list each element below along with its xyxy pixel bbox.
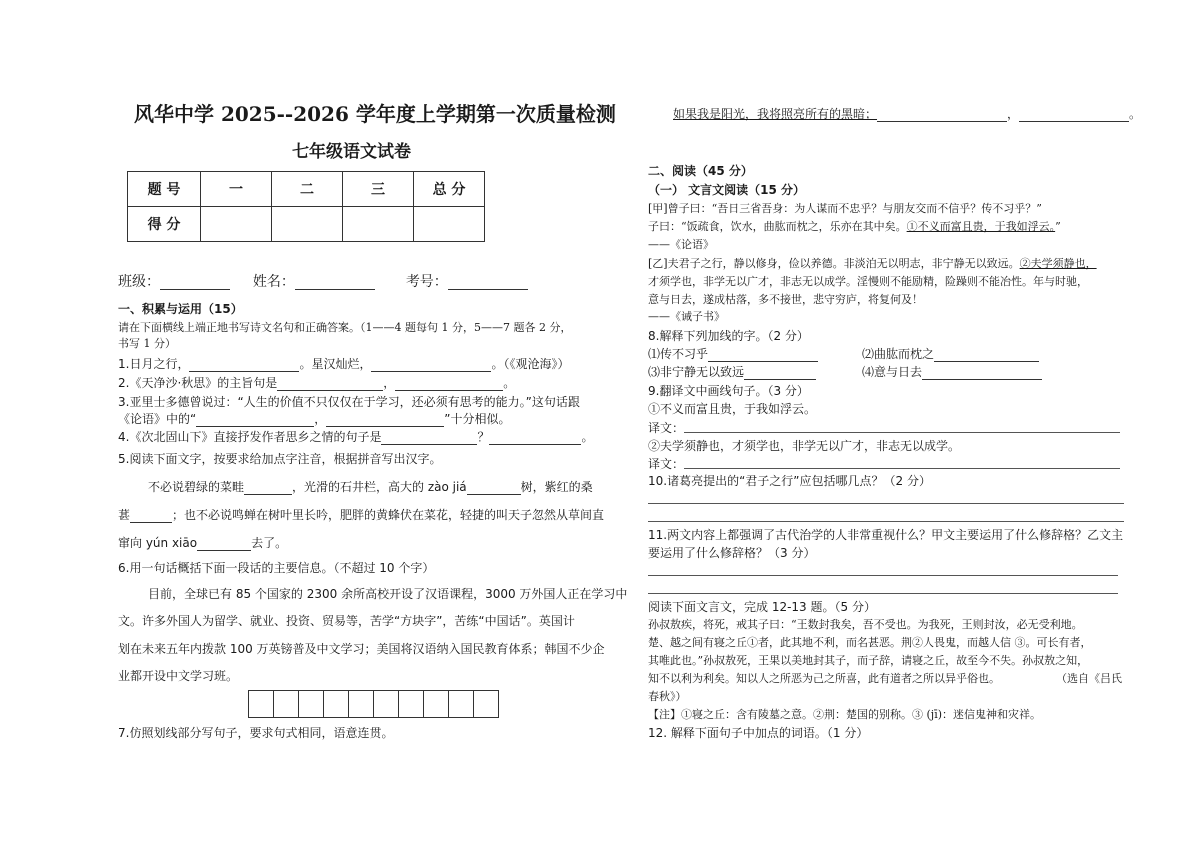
passage-c-line-3: 其唯此也。”孙叔敖死，王果以美地封其子，而子辞，请寝之丘，故至今不失。孙叔敖之知，: [648, 654, 1089, 667]
passage-yi-line-2: 才须学也，非学无以广才，非志无以成学。淫慢则不能励精，险躁则不能冶性。年与时驰，: [648, 275, 1088, 288]
question-10: 10.诸葛亮提出的“君子之行”应包括哪几点？（2 分）: [648, 474, 931, 488]
score-row-label: 得 分: [128, 207, 201, 242]
q11-answer-line-1[interactable]: [648, 575, 1118, 576]
q6-passage-line-2: 文。许多外国人为留学、就业、投资、贸易等，苦学“方块字”，苦练“中国话”。英国计: [118, 614, 575, 628]
question-2: 2.《天净沙·秋思》的主旨句是 ， 。: [118, 376, 516, 390]
score-header-3: 三: [343, 172, 414, 207]
exam-title: 风华中学 2025--2026 学年度上学期第一次质量检测: [134, 102, 616, 126]
q9-translation-2-line[interactable]: [684, 468, 1120, 469]
score-header-2: 二: [272, 172, 343, 207]
question-5: 5.阅读下面文字，按要求给加点字注音，根据拼音写出汉字。: [118, 452, 442, 466]
section1-instruction-2: 书写 1 分）: [118, 337, 176, 350]
passage-yi-source: ——《诫子书》: [648, 310, 725, 323]
question-4: 4.《次北固山下》直接抒发作者思乡之情的句子是 ？ 。: [118, 430, 594, 444]
passage-c-source: （选自《吕氏: [1056, 672, 1122, 685]
class-field[interactable]: [160, 276, 230, 290]
q10-answer-line-1[interactable]: [648, 503, 1124, 504]
student-info: [118, 274, 528, 290]
answer-blank[interactable]: [197, 537, 251, 551]
score-cell-3[interactable]: [343, 207, 414, 242]
q9-translation-2-label: 译文：: [648, 457, 685, 471]
q8-item-1: ⑴传不习乎: [648, 346, 818, 362]
score-cell-total[interactable]: [414, 207, 485, 242]
section1-heading: 一、积累与运用（15）: [118, 302, 243, 316]
answer-blank[interactable]: [489, 431, 581, 445]
question-6: 6.用一句话概括下面一段话的主要信息。（不超过 10 个字）: [118, 561, 435, 575]
passage-c-line-2: 楚、越之间有寝之丘①者，此其地不利，而名甚恶。荆②人畏鬼，而越人信 ③。可长有者，: [648, 636, 1092, 649]
passage-jia-line-2: 子曰：“饭疏食，饮水，曲肱而枕之，乐亦在其中矣。①不义而富且贵，于我如浮云。”: [648, 220, 1061, 233]
q6-passage-line-3: 划在未来五年内拨款 100 万英镑普及中文学习；美国将汉语纳入国民教育体系；韩国不少企: [118, 642, 605, 656]
score-header-total: 总 分: [414, 172, 485, 207]
question-1: 1.日月之行， 。星汉灿烂， 。（《观沧海》）: [118, 357, 570, 371]
score-cell-2[interactable]: [272, 207, 343, 242]
q7-example: 如果我是阳光，我将照亮所有的黑暗； ， 。: [673, 107, 1142, 121]
passage-c-source-cont: 春秋》）: [648, 690, 687, 703]
question-11-cont: 要运用了什么修辞格？（3 分）: [648, 546, 816, 560]
passage-yi-line-3: 意与日去，遂成枯落，多不接世，悲守穷庐，将复何及！: [648, 293, 923, 306]
number-label: 考号：: [405, 274, 448, 290]
answer-blank[interactable]: [130, 509, 172, 523]
answer-blank[interactable]: [934, 348, 1039, 362]
question-11: 11.两文内容上都强调了古代治学的人非常重视什么？甲文主要运用了什么修辞格？乙文主: [648, 528, 1124, 542]
q5-passage-line-2: 葚 ；也不必说鸣蝉在树叶里长吟，肥胖的黄蜂伏在菜花，轻捷的叫天子忽然从草间直: [118, 508, 605, 522]
name-label: 姓名：: [252, 274, 295, 290]
answer-blank[interactable]: [277, 377, 383, 391]
question-3-cont: 《论语》中的“ ， ”十分相似。: [118, 412, 511, 426]
passage-c-line-1: 孙叔敖疾，将死，戒其子曰：“王数封我矣，吾不受也。为我死，王则封汝，必无受利地。: [648, 618, 1083, 631]
reading-2-heading: 阅读下面文言文，完成 12-13 题。（5 分）: [648, 600, 876, 614]
q11-answer-line-2[interactable]: [648, 593, 1118, 594]
q6-passage-line-1: 目前，全球已有 85 个国家的 2300 余所高校开设了汉语课程，3000 万外国人正在学习中: [148, 587, 628, 601]
score-table: [127, 171, 485, 242]
exam-subtitle: 七年级语文试卷: [292, 142, 411, 162]
q9-item-2: ②夫学须静也，才须学也，非学无以广才，非志无以成学。: [648, 439, 961, 453]
passage-yi-line-1: [乙]夫君子之行，静以修身，俭以养德。非淡泊无以明志，非宁静无以致远。②夫学须静也，: [648, 257, 1097, 270]
score-header-label: 题 号: [128, 172, 201, 207]
passage-jia-line-1: [甲]曾子曰：“吾日三省吾身：为人谋而不忠乎？与朋友交而不信乎？传不习乎？”: [648, 202, 1042, 215]
q8-item-4: ⑷意与日去: [862, 364, 1042, 380]
answer-blank[interactable]: [467, 481, 521, 495]
q5-passage-line-1: 不必说碧绿的菜畦 ，光滑的石井栏，高大的 zào jiá 树，紫红的桑: [148, 480, 593, 494]
q8-item-2: ⑵曲肱而枕之: [862, 346, 1039, 362]
section2-heading: 二、阅读（45 分）: [648, 164, 753, 178]
answer-blank[interactable]: [708, 348, 818, 362]
passage-c-line-4: 知不以利为利矣。知以人之所恶为己之所喜，此有道者之所以异乎俗也。: [648, 672, 1000, 685]
score-cell-1[interactable]: [201, 207, 272, 242]
answer-blank[interactable]: [326, 413, 444, 427]
q9-item-1: ①不义而富且贵，于我如浮云。: [648, 402, 817, 416]
answer-blank[interactable]: [922, 366, 1042, 380]
answer-blank[interactable]: [395, 377, 503, 391]
q9-translation-1-line[interactable]: [684, 432, 1120, 433]
question-9: 9.翻译文中画线句子。（3 分）: [648, 384, 809, 398]
score-header-1: 一: [201, 172, 272, 207]
answer-blank[interactable]: [244, 481, 292, 495]
section1-instruction: 请在下面横线上端正地书写诗文名句和正确答案。（1——4 题每句 1 分，5——7 题各 2 分，: [118, 321, 572, 334]
name-field[interactable]: [295, 276, 375, 290]
answer-blank[interactable]: [371, 358, 491, 372]
passage-c-note: 【注】①寝之丘：含有陵墓之意。②荆：楚国的别称。③ (jī)：迷信鬼神和灾祥。: [648, 708, 1042, 721]
question-8: 8.解释下列加线的字。（2 分）: [648, 329, 809, 343]
q6-passage-line-4: 业都开设中文学习班。: [118, 669, 239, 683]
q10-answer-line-2[interactable]: [648, 521, 1124, 522]
answer-grid[interactable]: [248, 690, 499, 718]
answer-blank[interactable]: [196, 413, 314, 427]
question-12: 12. 解释下面句子中加点的词语。（1 分）: [648, 726, 869, 740]
question-7: 7.仿照划线部分写句子，要求句式相同，语意连贯。: [118, 726, 394, 740]
q8-item-3: ⑶非宁静无以致远: [648, 364, 816, 380]
answer-blank[interactable]: [381, 431, 477, 445]
answer-blank[interactable]: [189, 358, 299, 372]
class-label: 班级：: [118, 274, 160, 290]
q5-passage-line-3: 窜向 yún xiāo 去了。: [118, 536, 288, 550]
answer-blank[interactable]: [744, 366, 816, 380]
number-field[interactable]: [448, 276, 528, 290]
passage-jia-source: ——《论语》: [648, 238, 714, 251]
q9-translation-1-label: 译文：: [648, 421, 685, 435]
answer-blank[interactable]: [877, 108, 1007, 122]
part1-heading: （一） 文言文阅读（15 分）: [648, 183, 806, 197]
question-3: 3.亚里士多德曾说过：“人生的价值不只仅仅在于学习，还必须有思考的能力。”这句话跟: [118, 395, 580, 409]
answer-blank[interactable]: [1019, 108, 1129, 122]
